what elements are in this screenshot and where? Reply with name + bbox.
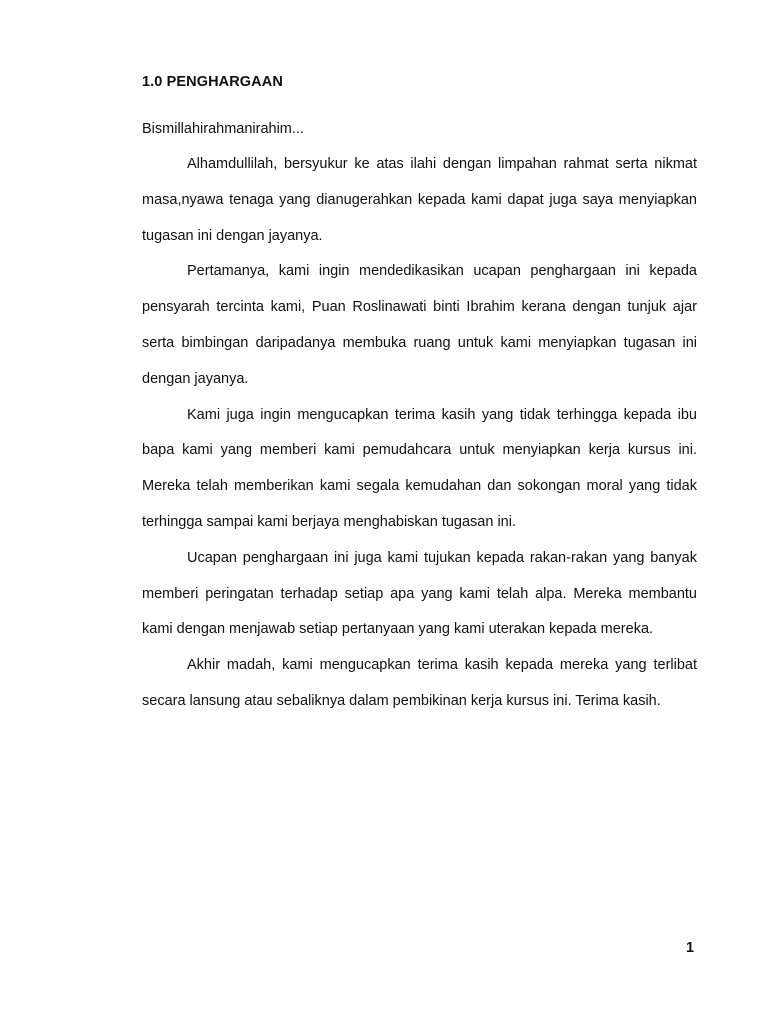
paragraph-2: Pertamanya, kami ingin mendedikasikan ucapan penghargaan ini kepada pensyarah tercinta kami, Puan Roslinawati binti Ibrahim kerana dengan tunjuk ajar serta bimbingan daripadanya membuka ruang untuk kami menyiapkan tugasan ini dengan jayanya. xyxy=(142,263,697,387)
section-heading: 1.0 PENGHARGAAN xyxy=(142,74,283,90)
paragraph-1: Alhamdullilah, bersyukur ke atas ilahi dengan limpahan rahmat serta nikmat masa,nyawa tenaga yang dianugerahkan kepada kami dapat juga saya menyiapkan tugasan ini dengan jayanya. xyxy=(142,156,697,244)
paragraph-3: Kami juga ingin mengucapkan terima kasih yang tidak terhingga kepada ibu bapa kami yang memberi kami pemudahcara untuk menyiapkan kerja kursus ini. Mereka telah memberikan kami segala kemudahan dan sokongan moral yang tidak terhingga sampai kami berjaya menghabiskan tugasan ini. xyxy=(142,406,697,530)
paragraph-5: Akhir madah, kami mengucapkan terima kasih kepada mereka yang terlibat secara lansung atau sebaliknya dalam pembikinan kerja kursus ini. Terima kasih. xyxy=(142,657,697,709)
paragraph-4: Ucapan penghargaan ini juga kami tujukan kepada rakan-rakan yang banyak memberi peringatan terhadap setiap apa yang kami telah alpa. Mereka membantu kami dengan menjawab setiap pertanyaan yang kami uterakan kepada mereka. xyxy=(142,549,697,638)
document-body xyxy=(142,111,697,720)
greeting-line: Bismillahirahmanirahim... xyxy=(142,121,304,137)
page-number: 1 xyxy=(686,940,695,956)
